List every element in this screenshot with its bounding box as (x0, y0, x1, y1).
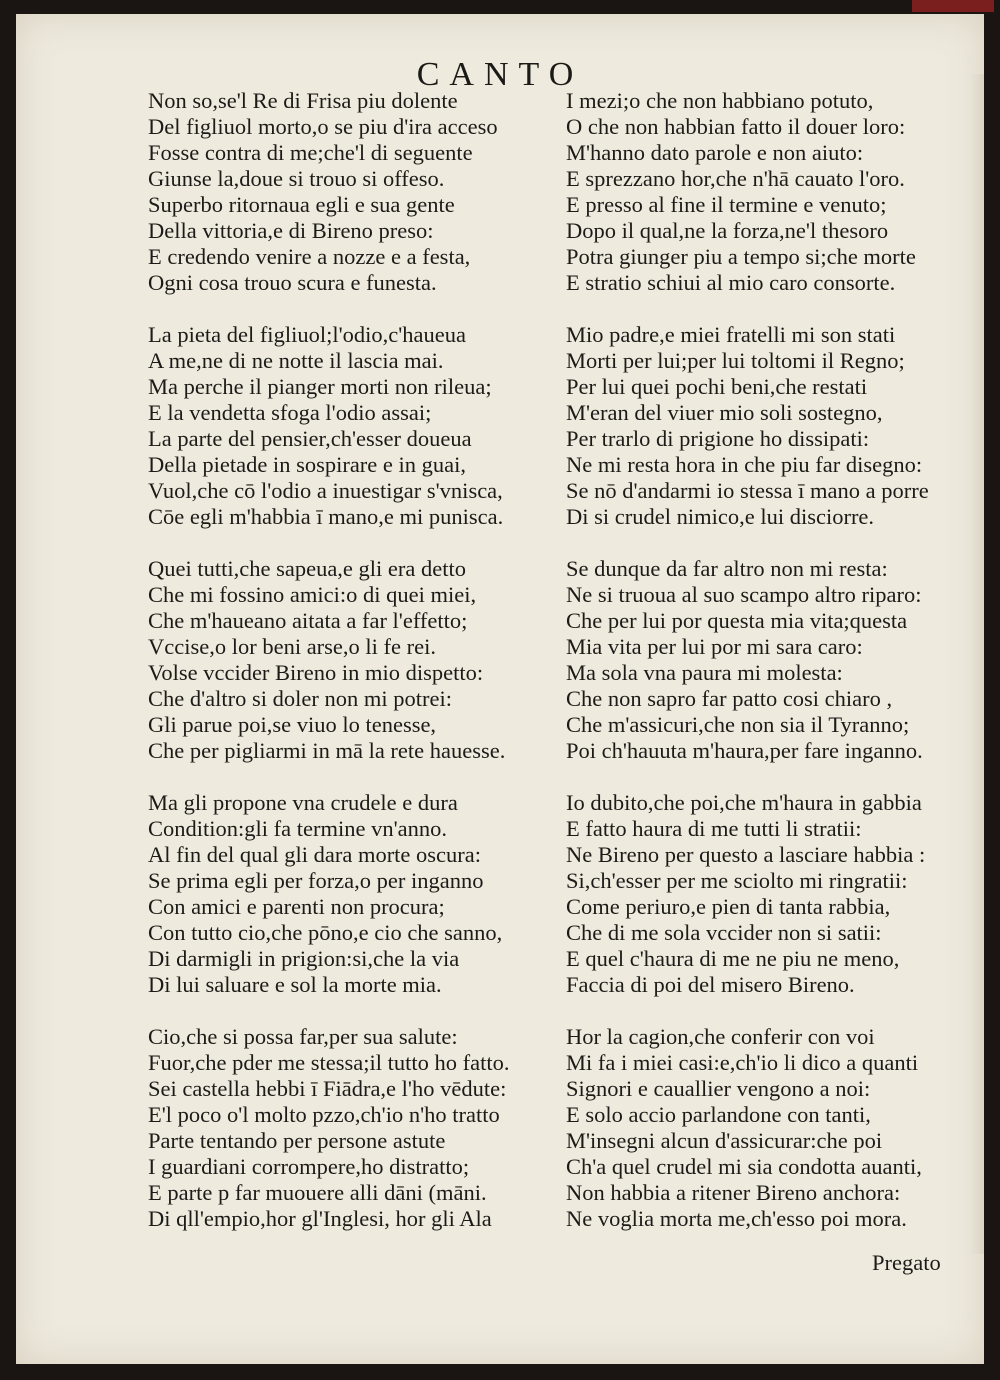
verse-line: Sei castella hebbi ī Fiādra,e l'ho vēdute: (148, 1076, 507, 1101)
stanza (148, 1024, 568, 1232)
verse-line: E parte p far muouere alli dāni (māni. (148, 1180, 487, 1205)
verse-line: Per trarlo di prigione ho dissipati: (566, 426, 870, 451)
verse-line: Mio padre,e miei fratelli mi son stati (566, 322, 896, 347)
verse-line: Che non sapro far patto cosi chiaro , (566, 686, 893, 711)
verse-line: I mezi;o che non habbiano potuto, (566, 88, 874, 113)
verse-line: E stratio schiui al mio caro consorte. (566, 270, 896, 295)
verse-line: Della vittoria,e di Bireno preso: (148, 218, 434, 243)
verse-line: Che mi fossino amici:o di quei miei, (148, 582, 477, 607)
running-head: CANTO (416, 56, 584, 93)
verse-line: Potra giunger piu a tempo si;che morte (566, 244, 916, 269)
verse-line: Parte tentando per persone astute (148, 1128, 446, 1153)
verse-line: Ne voglia morta me,ch'esso poi mora. (566, 1206, 907, 1231)
verse-line: M'hanno dato parole e non aiuto: (566, 140, 864, 165)
verse-line: E fatto haura di me tutti li stratii: (566, 816, 862, 841)
stanza (566, 322, 986, 530)
verse-line: E credendo venire a nozze e a festa, (148, 244, 471, 269)
verse-line: E quel c'haura di me ne piu ne meno, (566, 946, 900, 971)
verse-line: Come periuro,e pien di tanta rabbia, (566, 894, 891, 919)
catchword: Pregato (872, 1250, 941, 1275)
verse-line: Signori e cauallier vengono a noi: (566, 1076, 871, 1101)
verse-line: Ma gli propone vna crudele e dura (148, 790, 458, 815)
verse-line: Non habbia a ritener Bireno anchora: (566, 1180, 901, 1205)
verse-line: M'insegni alcun d'assicurar:che poi (566, 1128, 883, 1153)
verse-line: Cio,che si possa far,per sua salute: (148, 1024, 458, 1049)
verse-line: M'eran del viuer mio soli sostegno, (566, 400, 883, 425)
stanza (148, 790, 568, 998)
left-column (148, 88, 568, 1258)
verse-line: Si,ch'esser per me sciolto mi ringratii: (566, 868, 908, 893)
verse-line: Giunse la,doue si trouo si offeso. (148, 166, 445, 191)
verse-line: Poi ch'hauuta m'haura,per fare inganno. (566, 738, 923, 763)
verse-line: Hor la cagion,che conferir con voi (566, 1024, 875, 1049)
verse-line: Che d'altro si doler non mi potrei: (148, 686, 453, 711)
verse-line: Di si crudel nimico,e lui disciorre. (566, 504, 875, 529)
verse-line: Mia vita per lui por mi sara caro: (566, 634, 863, 659)
verse-line: I guardiani corrompere,ho distratto; (148, 1154, 470, 1179)
verse-line: Ma perche il pianger morti non rileua; (148, 374, 492, 399)
verse-line: Che per lui por questa mia vita;questa (566, 608, 908, 633)
verse-line: Se prima egli per forza,o per inganno (148, 868, 484, 893)
verse-line: La parte del pensier,ch'esser doueua (148, 426, 472, 451)
stanza (566, 790, 986, 998)
verse-line: Del figliuol morto,o se piu d'ira acceso (148, 114, 498, 139)
verse-line: Se nō d'andarmi io stessa ī mano a porre (566, 478, 929, 503)
verse-line: Quei tutti,che sapeua,e gli era detto (148, 556, 466, 581)
verse-line: A me,ne di ne notte il lascia mai. (148, 348, 444, 373)
verse-line: Che m'haueano aitata a far l'effetto; (148, 608, 468, 633)
stanza (148, 88, 568, 296)
verse-line: Con tutto cio,che pōno,e cio che sanno, (148, 920, 503, 945)
verse-line: Non so,se'l Re di Frisa piu dolente (148, 88, 458, 113)
verse-line: Gli parue poi,se viuo lo tenesse, (148, 712, 437, 737)
corner-color-mark (912, 0, 994, 12)
verse-line: Di lui saluare e sol la morte mia. (148, 972, 442, 997)
verse-line: Con amici e parenti non procura; (148, 894, 445, 919)
verse-line: E sprezzano hor,che n'hā cauato l'oro. (566, 166, 905, 191)
verse-line: Superbo ritornaua egli e sua gente (148, 192, 455, 217)
verse-line: Volse vccider Bireno in mio dispetto: (148, 660, 484, 685)
verse-line: Vccise,o lor beni arse,o li fe rei. (148, 634, 437, 659)
verse-line: Di qll'empio,hor gl'Inglesi, hor gli Ala (148, 1206, 492, 1231)
verse-line: Mi fa i miei casi:e,ch'io li dico a quanti (566, 1050, 919, 1075)
verse-line: Morti per lui;per lui toltomi il Regno; (566, 348, 905, 373)
verse-line: Fuor,che pder me stessa;il tutto ho fatto. (148, 1050, 510, 1075)
verse-line: Condition:gli fa termine vn'anno. (148, 816, 448, 841)
verse-line: E presso al fine il termine e venuto; (566, 192, 887, 217)
verse-line: Per lui quei pochi beni,che restati (566, 374, 868, 399)
verse-line: Che m'assicuri,che non sia il Tyranno; (566, 712, 910, 737)
verse-line: Che per pigliarmi in mā la rete hauesse. (148, 738, 506, 763)
verse-line: Cōe egli m'habbia ī mano,e mi punisca. (148, 504, 504, 529)
stanza (566, 88, 986, 296)
verse-line: Vuol,che cō l'odio a inuestigar s'vnisca, (148, 478, 503, 503)
verse-line: Se dunque da far altro non mi resta: (566, 556, 888, 581)
verse-line: Ch'a quel crudel mi sia condotta auanti, (566, 1154, 922, 1179)
stanza (148, 322, 568, 530)
stanza (566, 556, 986, 764)
stanza (148, 556, 568, 764)
verse-line: Della pietade in sospirare e in guai, (148, 452, 467, 477)
verse-line: Io dubito,che poi,che m'haura in gabbia (566, 790, 922, 815)
verse-line: Fosse contra di me;che'l di seguente (148, 140, 473, 165)
verse-line: E la vendetta sfoga l'odio assai; (148, 400, 432, 425)
verse-line: Ogni cosa trouo scura e funesta. (148, 270, 437, 295)
verse-line: La pieta del figliuol;l'odio,c'haueua (148, 322, 466, 347)
verse-line: Faccia di poi del misero Bireno. (566, 972, 855, 997)
right-column (566, 88, 986, 1258)
verse-line: Di darmigli in prigion:si,che la via (148, 946, 460, 971)
verse-line: Che di me sola vccider non si satii: (566, 920, 882, 945)
stanza (566, 1024, 986, 1232)
verse-line: O che non habbian fatto il douer loro: (566, 114, 906, 139)
verse-line: E solo accio parlandone con tanti, (566, 1102, 871, 1127)
verse-line: Ne mi resta hora in che piu far disegno: (566, 452, 923, 477)
verse-line: Al fin del qual gli dara morte oscura: (148, 842, 482, 867)
verse-line: E'l poco o'l molto pzzo,ch'io n'ho tratto (148, 1102, 500, 1127)
verse-line: Ne Bireno per questo a lasciare habbia : (566, 842, 926, 867)
verse-line: Ne si truoua al suo scampo altro riparo: (566, 582, 922, 607)
verse-line: Dopo il qual,ne la forza,ne'l thesoro (566, 218, 889, 243)
verse-line: Ma sola vna paura mi molesta: (566, 660, 843, 685)
